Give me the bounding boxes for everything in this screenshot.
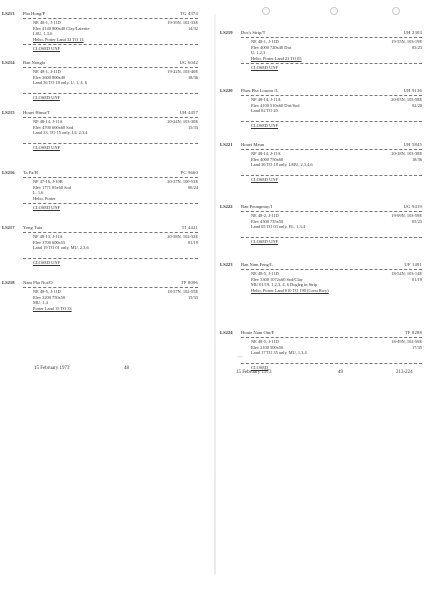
coordinate-line: 02/20	[411, 102, 422, 108]
detail-line: Land 02 TO 20	[251, 108, 278, 114]
coordinate-line: 18-49N, 102-56E	[391, 339, 422, 344]
dashed-rule	[241, 211, 422, 212]
entry-header	[0, 280, 210, 287]
entry-name: Nam Pha Noi/O	[23, 280, 53, 285]
entry-details	[33, 69, 133, 86]
entry-name: Ban Nam Feng/L	[241, 262, 273, 267]
binder-hole	[330, 7, 338, 15]
airfield-entry	[218, 88, 434, 138]
entry-coordinates	[391, 213, 422, 224]
left-footer-page: 48	[124, 366, 129, 371]
dashed-rule	[241, 149, 422, 150]
coordinate-line: 05/23	[411, 218, 422, 224]
coordinate-line: 14/32	[187, 25, 198, 31]
entry-status: CLOSED UNF	[251, 177, 278, 182]
entry-status: CLOSED UNF	[251, 239, 278, 244]
detail-line: Elev 3700 600x55	[33, 239, 66, 245]
detail-line: Land 36 TO 18 only, U, 1, 4, 6	[33, 80, 87, 86]
detail-line: Elev 4500 735x50	[251, 218, 284, 224]
entry-code: LS219	[220, 30, 233, 35]
entry-name: Pha Hong/P	[23, 11, 46, 16]
entry-details	[33, 289, 133, 311]
coordinate-line: 18/36	[187, 74, 198, 80]
dashed-rule	[241, 37, 422, 38]
entry-name: Houie Nam Om/F	[241, 330, 275, 335]
entry-ident: TF 8288	[404, 330, 422, 335]
entry-details	[33, 179, 133, 201]
entry-code: LS223	[220, 262, 233, 267]
entry-code: LS213	[2, 11, 15, 16]
detail-line: Helio, Porter Land 23 TO 05	[251, 55, 302, 61]
entry-status: CLOSED	[251, 365, 269, 370]
entry-details	[251, 271, 351, 293]
detail-line: Land 05 TO 03 only, EL, 1,3,4	[251, 224, 305, 230]
pencil-mark: ⌒	[237, 358, 244, 364]
detail-line: Helio, Porter Land 32 TO 14	[33, 36, 84, 42]
detail-line: NF 48-14, J-11A	[33, 119, 63, 124]
detail-line: NE 48-1, J-11D	[33, 20, 61, 25]
entry-coordinates	[167, 179, 198, 190]
dashed-rule	[23, 232, 198, 233]
binder-hole	[262, 7, 270, 15]
entry-coordinates	[391, 151, 422, 162]
page-fold	[214, 14, 216, 574]
entry-name: Ban Poungmay/I	[241, 204, 273, 209]
dashed-rule	[23, 117, 198, 118]
coordinate-line: 05/23	[411, 44, 422, 50]
detail-line: Elev 4000 720x40 Dirt	[251, 44, 292, 50]
entry-code: LS218	[2, 280, 15, 285]
entry-header	[218, 262, 434, 269]
detail-line: NE 48-5, J-11D	[251, 271, 279, 276]
entry-name: Doc's Strip/T	[241, 30, 266, 35]
entry-ident: UH 4457	[179, 110, 198, 115]
coordinate-line: 18/36	[411, 156, 422, 162]
coordinate-line: 18-54N, 103-14E	[391, 271, 422, 276]
entry-ident: UG 9419	[403, 204, 422, 209]
coordinate-line: 19-22N, 103-40E	[167, 69, 198, 74]
detail-line: MU 01/19, 1,2,3, 4, 6 Dogleg in Strip	[251, 282, 318, 288]
entry-ident: TG 4374	[180, 11, 198, 16]
detail-line: Land 17 TO 35 only, MU, 1,3,4	[251, 350, 307, 356]
right-footer-range: 213-224	[396, 370, 413, 375]
entry-name: Ban Nongla	[23, 60, 46, 65]
entry-code: LS215	[2, 110, 15, 115]
entry-coordinates	[167, 289, 198, 300]
entry-name: Phou Pha Louom /L	[241, 88, 279, 93]
entry-status: CLOSED UNF	[251, 65, 278, 70]
detail-line: Helio, Porter	[33, 195, 56, 201]
coordinate-line: 01/19	[411, 276, 422, 282]
entry-status: CLOSED UNF	[251, 123, 278, 128]
binder-hole	[392, 7, 400, 15]
entry-details	[33, 20, 133, 42]
entry-details	[251, 213, 351, 230]
detail-line: Elev 4140 800x40 Clay/Laterite	[33, 25, 90, 31]
entry-name: Houei Meun	[241, 142, 265, 147]
dashed-rule	[23, 177, 198, 178]
entry-name: Ta Fa/H	[23, 170, 38, 175]
detail-line: Helio, Porter Land 010 TO 190 (Crest Rwy)	[251, 287, 329, 293]
airfield-entry	[0, 11, 210, 61]
airfield-entry	[0, 60, 210, 110]
entry-ident: UH 9136	[403, 88, 422, 93]
airfield-entry	[0, 110, 210, 160]
detail-line: LSU, 1,3,6	[33, 31, 53, 37]
entry-code: LS222	[220, 204, 233, 209]
entry-name: Houei Hinsa/T	[23, 110, 51, 115]
airfield-entry	[0, 225, 210, 275]
entry-code: LS224	[220, 330, 233, 335]
airfield-entry	[218, 30, 434, 80]
detail-line: Elev 4100 510x60 Dirt/Sod	[251, 102, 300, 108]
coordinate-line: 18-57N, 102-55E	[167, 289, 198, 294]
detail-line: U, 1,2,3	[251, 50, 266, 56]
dashed-rule	[241, 175, 422, 176]
entry-status: CLOSED UNF	[33, 145, 60, 150]
detail-line: Land 33, TO 15 only, LU 2,3,4	[33, 130, 88, 136]
dashed-rule	[241, 237, 422, 238]
detail-line: NF 48-14, J-11A	[251, 151, 281, 156]
entry-coordinates	[391, 271, 422, 282]
entry-coordinates	[167, 69, 198, 80]
detail-line: Elev 3200 750x50	[33, 294, 66, 300]
dashed-rule	[241, 95, 422, 96]
entry-coordinates	[167, 20, 198, 31]
detail-line: Land 19 TO 01 only, MU, 2,3,6	[33, 245, 89, 251]
dashed-rule	[23, 258, 198, 259]
entry-status: CLOSED UNF	[33, 205, 60, 210]
entry-header	[0, 60, 210, 67]
entry-details	[33, 119, 133, 136]
right-footer-page: 49	[338, 370, 343, 375]
dashed-rule	[23, 93, 198, 94]
entry-ident: UH 5845	[403, 142, 422, 147]
coordinate-line: 15/33	[187, 124, 198, 130]
entry-ident: UG 6042	[179, 60, 198, 65]
airfield-entry	[0, 170, 210, 220]
detail-line: L, 1,6	[33, 190, 44, 196]
entry-code: LS217	[2, 225, 15, 230]
entry-header	[0, 225, 210, 232]
entry-details	[251, 339, 351, 356]
dashed-rule	[23, 287, 198, 288]
dashed-rule	[23, 143, 198, 144]
entry-code: LS216	[2, 170, 15, 175]
dashed-rule	[241, 337, 422, 338]
entry-ident: UF 1491	[404, 262, 422, 267]
airfield-entry	[218, 262, 434, 312]
entry-ident: UH 2303	[403, 30, 422, 35]
entry-ident: TF 8096	[180, 280, 198, 285]
airfield-entry	[218, 142, 434, 192]
right-footer-date: 15 February 1973	[236, 370, 272, 375]
entry-header	[0, 110, 210, 117]
detail-line: Land 36 TO 18 only, LMU, 2,3,4,6	[251, 162, 313, 168]
entry-details	[251, 97, 351, 114]
left-footer-date: 15 February 1973	[34, 366, 70, 371]
dashed-rule	[23, 44, 198, 45]
dashed-rule	[241, 63, 422, 64]
detail-line: Elev 4700 600x60 Sod	[33, 124, 74, 130]
dashed-rule	[23, 18, 198, 19]
entry-header	[0, 170, 210, 177]
coordinate-line: 15/33	[187, 294, 198, 300]
coordinate-line: 20-03N, 103-58E	[391, 97, 422, 102]
detail-line: Elev 3600 800x40	[33, 74, 66, 80]
detail-line: NE 48-5, J-11D	[251, 339, 279, 344]
detail-line: MU, 1,4	[33, 300, 48, 306]
dashed-rule	[23, 203, 198, 204]
entry-status: CLOSED UNF	[33, 260, 60, 265]
dashed-rule	[23, 67, 198, 68]
detail-line: NE 48-5, J-11D	[33, 289, 61, 294]
coordinate-line: 20-58N, 102-32E	[167, 234, 198, 239]
entry-code: LS221	[220, 142, 233, 147]
detail-line: Elev 2100 500x50	[251, 344, 284, 350]
entry-coordinates	[167, 234, 198, 245]
dashed-rule	[241, 269, 422, 270]
entry-details	[251, 39, 351, 61]
airfield-entry	[218, 204, 434, 254]
detail-line: Elev 3300 1072x60 Sod/Clay	[251, 276, 303, 282]
entry-coordinates	[391, 97, 422, 108]
entry-code: LS214	[2, 60, 15, 65]
entry-header	[218, 330, 434, 337]
coordinate-line: 06/24	[187, 184, 198, 190]
entry-header	[0, 11, 210, 18]
coordinate-line: 17/35	[411, 344, 422, 350]
entry-coordinates	[391, 39, 422, 50]
detail-line: Porter Land 15 TO 33	[33, 305, 72, 311]
entry-header	[218, 204, 434, 211]
detail-line: NF 47-16, J-10B	[33, 179, 63, 184]
detail-line: Elev 1771 85x60 Sod	[33, 184, 71, 190]
detail-line: NE 48-2, J-11D	[251, 213, 279, 218]
detail-line: NF 48-13, J-11A	[33, 234, 63, 239]
coordinate-line: 20-24N, 103-30E	[167, 119, 198, 124]
entry-coordinates	[391, 339, 422, 350]
coordinate-line: 20-27N, 100-53E	[167, 179, 198, 184]
detail-line: NF 48-14, J-11A	[251, 97, 281, 102]
entry-name: Yong Tuia	[23, 225, 43, 230]
entry-ident: TJ 4421	[181, 225, 198, 230]
entry-header	[218, 30, 434, 37]
entry-header	[218, 88, 434, 95]
entry-status: CLOSED UNF	[33, 95, 60, 100]
dashed-rule	[241, 121, 422, 122]
entry-header	[218, 142, 434, 149]
entry-details	[33, 234, 133, 251]
airfield-entry	[0, 280, 210, 330]
coordinate-line: 19-39N, 102-33E	[167, 20, 198, 25]
coordinate-line: 19-55N, 103-19E	[391, 39, 422, 44]
entry-coordinates	[167, 119, 198, 130]
entry-status: CLOSED UNF	[33, 46, 60, 51]
coordinate-line: 20-18N, 103-38E	[391, 151, 422, 156]
coordinate-line: 19-09N, 103-59E	[391, 213, 422, 218]
entry-details	[251, 151, 351, 168]
coordinate-line: 01/19	[187, 239, 198, 245]
detail-line: NE 48-1, J-11D	[251, 39, 279, 44]
dashed-rule	[241, 363, 422, 364]
entry-ident: PC 9660	[180, 170, 198, 175]
detail-line: NE 48-1, J-11D	[33, 69, 61, 74]
entry-code: LS220	[220, 88, 233, 93]
detail-line: Elev 4000 750x60	[251, 156, 284, 162]
